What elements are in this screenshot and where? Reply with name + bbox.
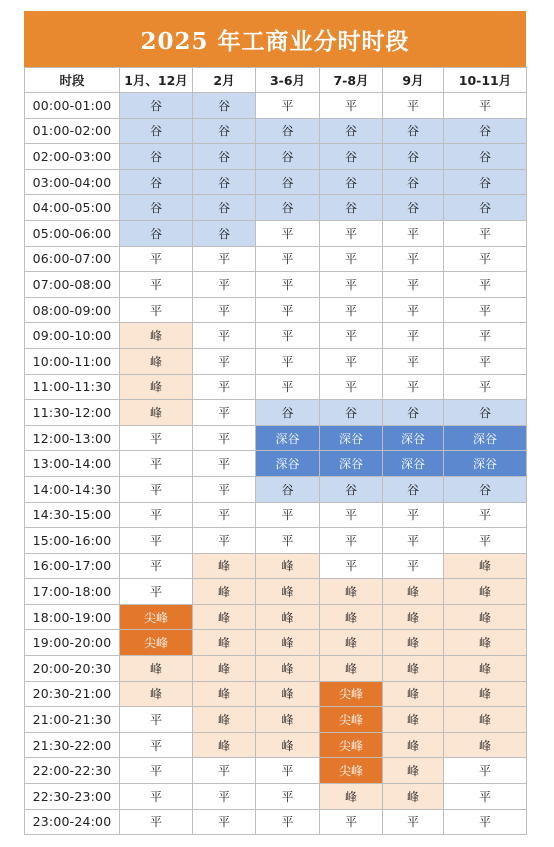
table-row <box>25 809 527 835</box>
period-cell-valley: 谷 <box>320 195 383 221</box>
period-cell-flat: 平 <box>193 758 256 784</box>
period-cell-deep: 深谷 <box>383 425 444 451</box>
period-cell-peak: 峰 <box>256 579 320 605</box>
time-slot-cell: 17:00-18:00 <box>25 579 120 605</box>
time-slot-cell: 22:00-22:30 <box>25 758 120 784</box>
period-cell-valley: 谷 <box>383 476 444 502</box>
header-sep: 9月 <box>383 68 444 93</box>
period-cell-flat: 平 <box>444 374 527 400</box>
period-cell-flat: 平 <box>320 246 383 272</box>
table-row <box>25 374 527 400</box>
period-cell-valley: 谷 <box>193 169 256 195</box>
period-cell-valley: 谷 <box>256 195 320 221</box>
period-cell-peak: 峰 <box>444 732 527 758</box>
period-cell-valley: 谷 <box>444 169 527 195</box>
period-cell-flat: 平 <box>444 348 527 374</box>
period-cell-flat: 平 <box>193 323 256 349</box>
period-cell-peak: 峰 <box>383 681 444 707</box>
period-cell-flat: 平 <box>320 297 383 323</box>
time-slot-cell: 05:00-06:00 <box>25 220 120 246</box>
table-row <box>25 169 527 195</box>
time-slot-cell: 04:00-05:00 <box>25 195 120 221</box>
period-cell-flat: 平 <box>120 272 193 298</box>
period-cell-peak: 峰 <box>193 630 256 656</box>
period-cell-valley: 谷 <box>193 144 256 170</box>
time-slot-cell: 18:00-19:00 <box>25 604 120 630</box>
period-cell-flat: 平 <box>256 93 320 119</box>
period-cell-flat: 平 <box>383 374 444 400</box>
period-cell-flat: 平 <box>383 809 444 835</box>
table-row <box>25 348 527 374</box>
period-cell-flat: 平 <box>256 502 320 528</box>
period-cell-flat: 平 <box>193 348 256 374</box>
period-cell-peak: 峰 <box>120 656 193 682</box>
period-cell-deep: 深谷 <box>383 451 444 477</box>
time-slot-cell: 20:00-20:30 <box>25 656 120 682</box>
period-cell-flat: 平 <box>120 758 193 784</box>
period-cell-flat: 平 <box>320 809 383 835</box>
period-cell-flat: 平 <box>444 502 527 528</box>
period-cell-flat: 平 <box>256 374 320 400</box>
time-slot-cell: 15:00-16:00 <box>25 528 120 554</box>
header-oct-nov: 10-11月 <box>444 68 527 93</box>
period-cell-valley: 谷 <box>444 195 527 221</box>
period-cell-flat: 平 <box>193 528 256 554</box>
period-cell-flat: 平 <box>320 528 383 554</box>
table-row <box>25 553 527 579</box>
period-cell-flat: 平 <box>383 246 444 272</box>
table-row <box>25 118 527 144</box>
table-row <box>25 604 527 630</box>
period-cell-deep: 深谷 <box>320 425 383 451</box>
time-slot-cell: 09:00-10:00 <box>25 323 120 349</box>
period-cell-peak: 峰 <box>120 323 193 349</box>
period-cell-valley: 谷 <box>320 476 383 502</box>
time-slot-cell: 19:00-20:00 <box>25 630 120 656</box>
table-row <box>25 144 527 170</box>
period-cell-valley: 谷 <box>193 195 256 221</box>
period-cell-flat: 平 <box>120 732 193 758</box>
period-cell-sharp: 尖峰 <box>320 681 383 707</box>
period-cell-peak: 峰 <box>383 656 444 682</box>
period-cell-peak: 峰 <box>320 784 383 810</box>
period-cell-peak: 峰 <box>383 784 444 810</box>
period-cell-flat: 平 <box>320 272 383 298</box>
period-cell-valley: 谷 <box>383 195 444 221</box>
period-cell-peak: 峰 <box>120 374 193 400</box>
period-cell-peak: 峰 <box>320 630 383 656</box>
header-feb: 2月 <box>193 68 256 93</box>
period-cell-flat: 平 <box>120 246 193 272</box>
period-cell-peak: 峰 <box>193 732 256 758</box>
period-cell-peak: 峰 <box>193 681 256 707</box>
period-cell-flat: 平 <box>383 93 444 119</box>
period-cell-valley: 谷 <box>256 476 320 502</box>
table-row <box>25 400 527 426</box>
period-cell-flat: 平 <box>383 348 444 374</box>
time-slot-cell: 21:30-22:00 <box>25 732 120 758</box>
period-cell-sharp: 尖峰 <box>120 630 193 656</box>
period-cell-peak: 峰 <box>444 630 527 656</box>
period-cell-valley: 谷 <box>120 93 193 119</box>
period-cell-peak: 峰 <box>256 604 320 630</box>
page-title: 2025 年工商业分时时段 <box>24 11 526 67</box>
period-cell-flat: 平 <box>444 297 527 323</box>
period-cell-flat: 平 <box>120 784 193 810</box>
table-row <box>25 528 527 554</box>
period-cell-flat: 平 <box>383 220 444 246</box>
period-cell-flat: 平 <box>383 272 444 298</box>
period-cell-valley: 谷 <box>256 144 320 170</box>
period-cell-peak: 峰 <box>383 579 444 605</box>
period-cell-peak: 峰 <box>120 348 193 374</box>
period-cell-flat: 平 <box>256 809 320 835</box>
period-cell-valley: 谷 <box>193 118 256 144</box>
period-cell-flat: 平 <box>256 272 320 298</box>
time-slot-cell: 22:30-23:00 <box>25 784 120 810</box>
period-cell-peak: 峰 <box>320 656 383 682</box>
period-cell-valley: 谷 <box>320 169 383 195</box>
time-slot-cell: 08:00-09:00 <box>25 297 120 323</box>
period-cell-flat: 平 <box>383 528 444 554</box>
period-cell-valley: 谷 <box>320 400 383 426</box>
period-cell-valley: 谷 <box>320 144 383 170</box>
period-cell-flat: 平 <box>383 553 444 579</box>
period-cell-peak: 峰 <box>383 732 444 758</box>
period-cell-deep: 深谷 <box>444 425 527 451</box>
period-cell-deep: 深谷 <box>256 451 320 477</box>
time-slot-cell: 03:00-04:00 <box>25 169 120 195</box>
tariff-table <box>24 67 527 835</box>
header-jul-aug: 7-8月 <box>320 68 383 93</box>
period-cell-peak: 峰 <box>256 707 320 733</box>
period-cell-flat: 平 <box>193 502 256 528</box>
period-cell-sharp: 尖峰 <box>120 604 193 630</box>
period-cell-peak: 峰 <box>256 656 320 682</box>
time-slot-cell: 20:30-21:00 <box>25 681 120 707</box>
period-cell-flat: 平 <box>193 246 256 272</box>
period-cell-flat: 平 <box>320 220 383 246</box>
period-cell-flat: 平 <box>120 553 193 579</box>
table-row <box>25 707 527 733</box>
period-cell-peak: 峰 <box>383 604 444 630</box>
period-cell-peak: 峰 <box>383 707 444 733</box>
header-jan-dec: 1月、12月 <box>120 68 193 93</box>
period-cell-peak: 峰 <box>256 553 320 579</box>
period-cell-flat: 平 <box>444 246 527 272</box>
table-row <box>25 784 527 810</box>
time-slot-cell: 07:00-08:00 <box>25 272 120 298</box>
table-row <box>25 272 527 298</box>
period-cell-flat: 平 <box>120 809 193 835</box>
header-time: 时段 <box>25 68 120 93</box>
period-cell-flat: 平 <box>320 323 383 349</box>
period-cell-peak: 峰 <box>320 579 383 605</box>
period-cell-deep: 深谷 <box>320 451 383 477</box>
table-row <box>25 656 527 682</box>
table-row <box>25 195 527 221</box>
period-cell-flat: 平 <box>120 502 193 528</box>
period-cell-peak: 峰 <box>383 758 444 784</box>
period-cell-valley: 谷 <box>193 220 256 246</box>
period-cell-flat: 平 <box>256 348 320 374</box>
period-cell-valley: 谷 <box>383 118 444 144</box>
period-cell-flat: 平 <box>256 528 320 554</box>
table-row <box>25 323 527 349</box>
table-row <box>25 681 527 707</box>
period-cell-deep: 深谷 <box>256 425 320 451</box>
period-cell-valley: 谷 <box>444 118 527 144</box>
table-row <box>25 93 527 119</box>
period-cell-flat: 平 <box>193 400 256 426</box>
period-cell-flat: 平 <box>256 758 320 784</box>
table-row <box>25 246 527 272</box>
period-cell-deep: 深谷 <box>444 451 527 477</box>
period-cell-valley: 谷 <box>256 169 320 195</box>
period-cell-sharp: 尖峰 <box>320 758 383 784</box>
table-row <box>25 630 527 656</box>
period-cell-valley: 谷 <box>444 144 527 170</box>
period-cell-flat: 平 <box>444 528 527 554</box>
period-cell-flat: 平 <box>193 297 256 323</box>
table-row <box>25 579 527 605</box>
period-cell-flat: 平 <box>193 784 256 810</box>
period-cell-flat: 平 <box>444 272 527 298</box>
period-cell-valley: 谷 <box>383 400 444 426</box>
period-cell-flat: 平 <box>120 425 193 451</box>
period-cell-flat: 平 <box>193 425 256 451</box>
period-cell-valley: 谷 <box>120 118 193 144</box>
header-mar-jun: 3-6月 <box>256 68 320 93</box>
period-cell-flat: 平 <box>193 451 256 477</box>
time-slot-cell: 16:00-17:00 <box>25 553 120 579</box>
time-slot-cell: 12:00-13:00 <box>25 425 120 451</box>
period-cell-flat: 平 <box>256 297 320 323</box>
time-slot-cell: 14:30-15:00 <box>25 502 120 528</box>
period-cell-flat: 平 <box>383 502 444 528</box>
period-cell-flat: 平 <box>444 784 527 810</box>
period-cell-valley: 谷 <box>256 400 320 426</box>
table-row <box>25 732 527 758</box>
period-cell-valley: 谷 <box>444 400 527 426</box>
period-cell-flat: 平 <box>383 323 444 349</box>
period-cell-valley: 谷 <box>120 144 193 170</box>
period-cell-peak: 峰 <box>444 579 527 605</box>
period-cell-peak: 峰 <box>120 681 193 707</box>
period-cell-flat: 平 <box>120 297 193 323</box>
period-cell-peak: 峰 <box>444 681 527 707</box>
period-cell-valley: 谷 <box>444 476 527 502</box>
period-cell-flat: 平 <box>444 809 527 835</box>
period-cell-peak: 峰 <box>320 604 383 630</box>
period-cell-flat: 平 <box>320 93 383 119</box>
table-row <box>25 297 527 323</box>
table-body <box>25 93 527 835</box>
time-slot-cell: 00:00-01:00 <box>25 93 120 119</box>
period-cell-flat: 平 <box>256 220 320 246</box>
period-cell-flat: 平 <box>120 579 193 605</box>
period-cell-peak: 峰 <box>256 681 320 707</box>
period-cell-flat: 平 <box>320 502 383 528</box>
time-slot-cell: 13:00-14:00 <box>25 451 120 477</box>
table-row <box>25 220 527 246</box>
period-cell-valley: 谷 <box>120 220 193 246</box>
period-cell-peak: 峰 <box>444 604 527 630</box>
period-cell-flat: 平 <box>444 220 527 246</box>
period-cell-flat: 平 <box>193 374 256 400</box>
period-cell-flat: 平 <box>120 476 193 502</box>
period-cell-flat: 平 <box>256 323 320 349</box>
period-cell-peak: 峰 <box>383 630 444 656</box>
period-cell-flat: 平 <box>444 758 527 784</box>
period-cell-peak: 峰 <box>193 707 256 733</box>
period-cell-flat: 平 <box>193 476 256 502</box>
period-cell-flat: 平 <box>256 246 320 272</box>
period-cell-peak: 峰 <box>193 553 256 579</box>
table-row <box>25 425 527 451</box>
period-cell-flat: 平 <box>383 297 444 323</box>
time-slot-cell: 10:00-11:00 <box>25 348 120 374</box>
period-cell-peak: 峰 <box>256 630 320 656</box>
period-cell-flat: 平 <box>320 348 383 374</box>
period-cell-peak: 峰 <box>444 553 527 579</box>
period-cell-valley: 谷 <box>120 195 193 221</box>
period-cell-sharp: 尖峰 <box>320 732 383 758</box>
time-slot-cell: 02:00-03:00 <box>25 144 120 170</box>
period-cell-flat: 平 <box>120 707 193 733</box>
time-slot-cell: 11:30-12:00 <box>25 400 120 426</box>
time-slot-cell: 14:00-14:30 <box>25 476 120 502</box>
table-row <box>25 451 527 477</box>
period-cell-flat: 平 <box>120 451 193 477</box>
table-row <box>25 476 527 502</box>
schedule-container <box>24 11 526 835</box>
period-cell-peak: 峰 <box>193 656 256 682</box>
period-cell-peak: 峰 <box>444 707 527 733</box>
table-row <box>25 758 527 784</box>
period-cell-sharp: 尖峰 <box>320 707 383 733</box>
period-cell-flat: 平 <box>320 553 383 579</box>
period-cell-valley: 谷 <box>193 93 256 119</box>
period-cell-flat: 平 <box>320 374 383 400</box>
period-cell-peak: 峰 <box>193 579 256 605</box>
period-cell-valley: 谷 <box>120 169 193 195</box>
period-cell-peak: 峰 <box>193 604 256 630</box>
period-cell-valley: 谷 <box>383 169 444 195</box>
period-cell-flat: 平 <box>444 323 527 349</box>
period-cell-valley: 谷 <box>256 118 320 144</box>
table-row <box>25 502 527 528</box>
period-cell-valley: 谷 <box>320 118 383 144</box>
period-cell-peak: 峰 <box>256 732 320 758</box>
header-row <box>25 68 527 93</box>
period-cell-flat: 平 <box>120 528 193 554</box>
time-slot-cell: 21:00-21:30 <box>25 707 120 733</box>
period-cell-flat: 平 <box>444 93 527 119</box>
period-cell-flat: 平 <box>193 272 256 298</box>
period-cell-flat: 平 <box>256 784 320 810</box>
period-cell-peak: 峰 <box>444 656 527 682</box>
time-slot-cell: 01:00-02:00 <box>25 118 120 144</box>
time-slot-cell: 06:00-07:00 <box>25 246 120 272</box>
time-slot-cell: 11:00-11:30 <box>25 374 120 400</box>
time-slot-cell: 23:00-24:00 <box>25 809 120 835</box>
period-cell-flat: 平 <box>193 809 256 835</box>
period-cell-peak: 峰 <box>120 400 193 426</box>
period-cell-valley: 谷 <box>383 144 444 170</box>
